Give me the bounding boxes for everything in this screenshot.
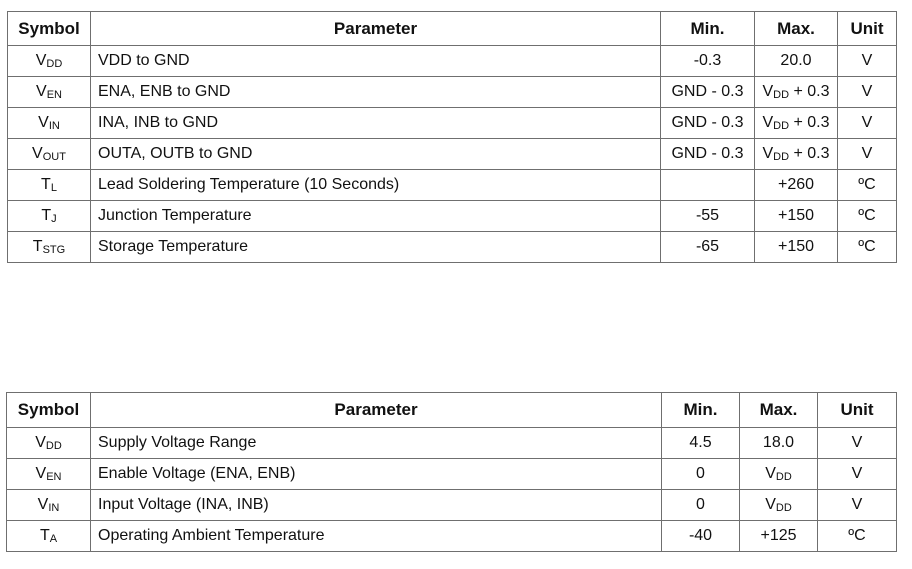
- table-row: [8, 232, 897, 263]
- symbol-cell: $T_A$: [7, 521, 91, 552]
- min-cell: [661, 170, 755, 201]
- min-cell: GND - 0.3: [661, 108, 755, 139]
- unit-cell: V: [818, 459, 897, 490]
- max-cell: +150: [755, 201, 838, 232]
- unit-cell: V: [838, 77, 897, 108]
- max-cell: 18.0: [740, 428, 818, 459]
- table-row: [8, 201, 897, 232]
- parameter-cell: Lead Soldering Temperature (10 Seconds): [91, 170, 661, 201]
- parameter-cell: INA, INB to GND: [91, 108, 661, 139]
- absolute-maximum-ratings-table: [7, 11, 897, 263]
- table-row: [7, 459, 897, 490]
- parameter-cell: OUTA, OUTB to GND: [91, 139, 661, 170]
- symbol-cell: $V_{DD}$: [8, 46, 91, 77]
- table-row: [7, 428, 897, 459]
- symbol-cell: $T_J$: [8, 201, 91, 232]
- table-row: [8, 108, 897, 139]
- col-header-max: Max.: [755, 12, 838, 46]
- table-row: [8, 170, 897, 201]
- col-header-parameter: Parameter: [91, 393, 662, 428]
- parameter-cell: Supply Voltage Range: [91, 428, 662, 459]
- unit-cell: V: [818, 428, 897, 459]
- min-cell: 0: [662, 490, 740, 521]
- parameter-cell: Operating Ambient Temperature: [91, 521, 662, 552]
- min-cell: 4.5: [662, 428, 740, 459]
- col-header-unit: Unit: [838, 12, 897, 46]
- unit-cell: ºC: [838, 201, 897, 232]
- parameter-cell: Storage Temperature: [91, 232, 661, 263]
- min-cell: -40: [662, 521, 740, 552]
- parameter-cell: VDD to GND: [91, 46, 661, 77]
- symbol-cell: $V_{IN}$: [7, 490, 91, 521]
- unit-cell: ºC: [838, 232, 897, 263]
- table-row: [8, 139, 897, 170]
- table-row: [7, 490, 897, 521]
- max-cell: 20.0: [755, 46, 838, 77]
- unit-cell: ºC: [838, 170, 897, 201]
- col-header-parameter: Parameter: [91, 12, 661, 46]
- symbol-cell: $V_{EN}$: [8, 77, 91, 108]
- table-row: [8, 46, 897, 77]
- parameter-cell: Enable Voltage (ENA, ENB): [91, 459, 662, 490]
- parameter-cell: Junction Temperature: [91, 201, 661, 232]
- max-cell: $V_{DD} + 0.3$: [755, 77, 838, 108]
- col-header-max: Max.: [740, 393, 818, 428]
- min-cell: -65: [661, 232, 755, 263]
- symbol-cell: $T_{STG}$: [8, 232, 91, 263]
- min-cell: -0.3: [661, 46, 755, 77]
- max-cell: $V_{DD}$: [740, 490, 818, 521]
- header-row: [7, 393, 897, 428]
- min-cell: GND - 0.3: [661, 139, 755, 170]
- max-cell: $V_{DD} + 0.3$: [755, 139, 838, 170]
- max-cell: $V_{DD}$: [740, 459, 818, 490]
- max-cell: +150: [755, 232, 838, 263]
- col-header-min: Min.: [661, 12, 755, 46]
- symbol-cell: $T_L$: [8, 170, 91, 201]
- unit-cell: V: [818, 490, 897, 521]
- parameter-cell: Input Voltage (INA, INB): [91, 490, 662, 521]
- max-cell: $V_{DD} + 0.3$: [755, 108, 838, 139]
- col-header-symbol: Symbol: [8, 12, 91, 46]
- symbol-cell: $V_{OUT}$: [8, 139, 91, 170]
- unit-cell: V: [838, 139, 897, 170]
- table-row: [7, 521, 897, 552]
- unit-cell: ºC: [818, 521, 897, 552]
- min-cell: GND - 0.3: [661, 77, 755, 108]
- col-header-symbol: Symbol: [7, 393, 91, 428]
- symbol-cell: $V_{EN}$: [7, 459, 91, 490]
- col-header-unit: Unit: [818, 393, 897, 428]
- min-cell: -55: [661, 201, 755, 232]
- table-row: [8, 77, 897, 108]
- min-cell: 0: [662, 459, 740, 490]
- symbol-cell: $V_{IN}$: [8, 108, 91, 139]
- symbol-cell: $V_{DD}$: [7, 428, 91, 459]
- unit-cell: V: [838, 46, 897, 77]
- header-row: [8, 12, 897, 46]
- max-cell: +125: [740, 521, 818, 552]
- col-header-min: Min.: [662, 393, 740, 428]
- unit-cell: V: [838, 108, 897, 139]
- max-cell: +260: [755, 170, 838, 201]
- parameter-cell: ENA, ENB to GND: [91, 77, 661, 108]
- recommended-operating-conditions-table: [6, 392, 897, 552]
